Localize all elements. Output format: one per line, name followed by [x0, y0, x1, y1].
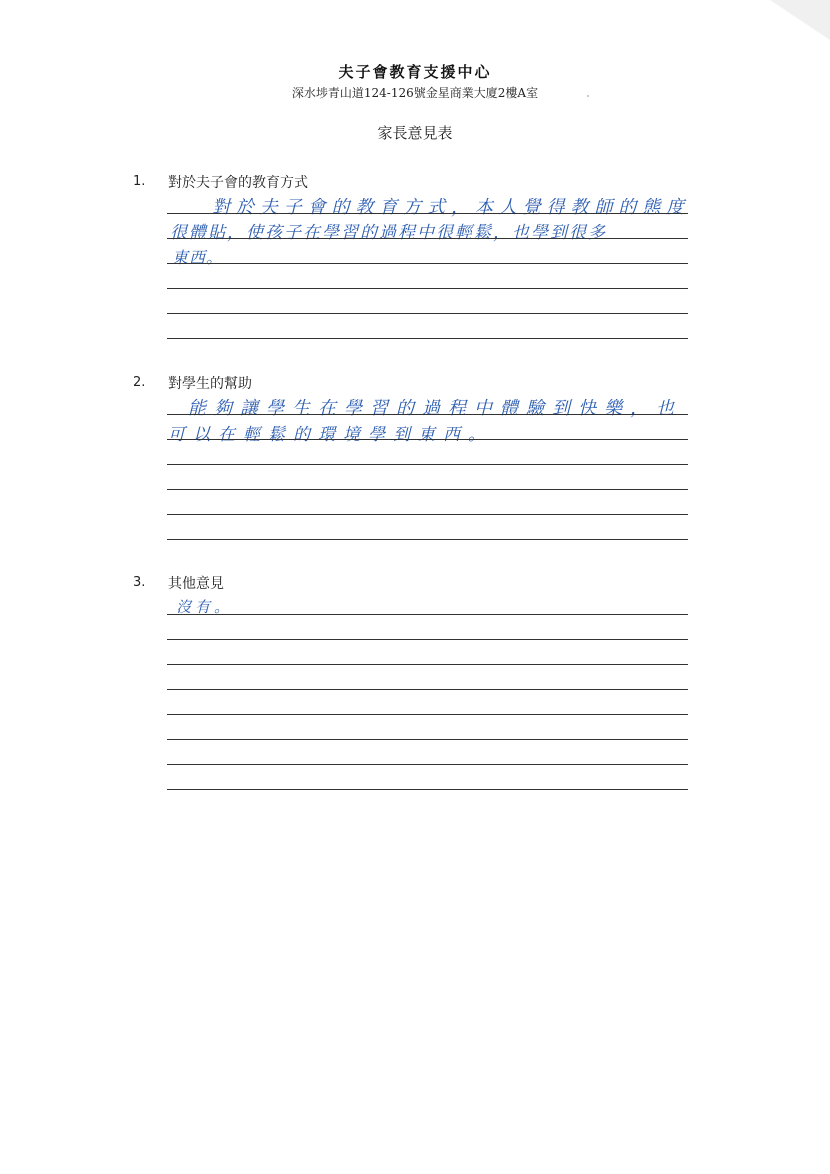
answer-rule	[167, 789, 688, 790]
answer-rule	[167, 664, 688, 665]
handwritten-answer-line: 東西。	[172, 248, 224, 267]
answer-rule	[167, 263, 688, 264]
handwritten-answer-line: 對於夫子會的教育方式，本人覺得教師的態度	[212, 197, 691, 218]
answer-rule	[167, 539, 688, 540]
answer-rule	[167, 213, 688, 214]
answer-rule	[167, 238, 688, 239]
answer-rule	[167, 313, 688, 314]
answer-rule	[167, 689, 688, 690]
handwritten-answer-line: 可以在輕鬆的環境學到東西。	[168, 425, 493, 445]
handwritten-answer-line: 能夠讓學生在學習的過程中體驗到快樂，也	[188, 398, 682, 419]
answer-rule	[167, 614, 688, 615]
answer-rule	[167, 714, 688, 715]
answer-rule	[167, 764, 688, 765]
answer-rule	[167, 639, 688, 640]
answer-rule	[167, 489, 688, 490]
organization-name: 夫子會教育支援中心	[338, 63, 492, 81]
handwritten-answer-line: 很體貼，使孩子在學習的過程中很輕鬆，也學到很多	[170, 223, 607, 243]
answer-rule	[167, 288, 688, 289]
answer-rule	[167, 439, 688, 440]
organization-address: 深水埗青山道124-126號金星商業大廈2樓A室	[291, 86, 539, 100]
question-number: 2.	[133, 375, 146, 390]
scan-page-corner	[770, 0, 830, 40]
question-number: 1.	[133, 174, 146, 189]
question-number: 3.	[133, 575, 146, 590]
answer-rule	[167, 338, 688, 339]
question-label: 其他意見	[168, 576, 224, 592]
handwritten-answer-line: 沒有。	[176, 598, 234, 616]
answer-rule	[167, 514, 688, 515]
answer-rule	[167, 414, 688, 415]
answer-rule	[167, 464, 688, 465]
form-title: 家長意見表	[377, 124, 453, 142]
question-label: 對於夫子會的教育方式	[168, 175, 308, 191]
answer-rule	[167, 739, 688, 740]
question-label: 對學生的幫助	[168, 376, 252, 392]
